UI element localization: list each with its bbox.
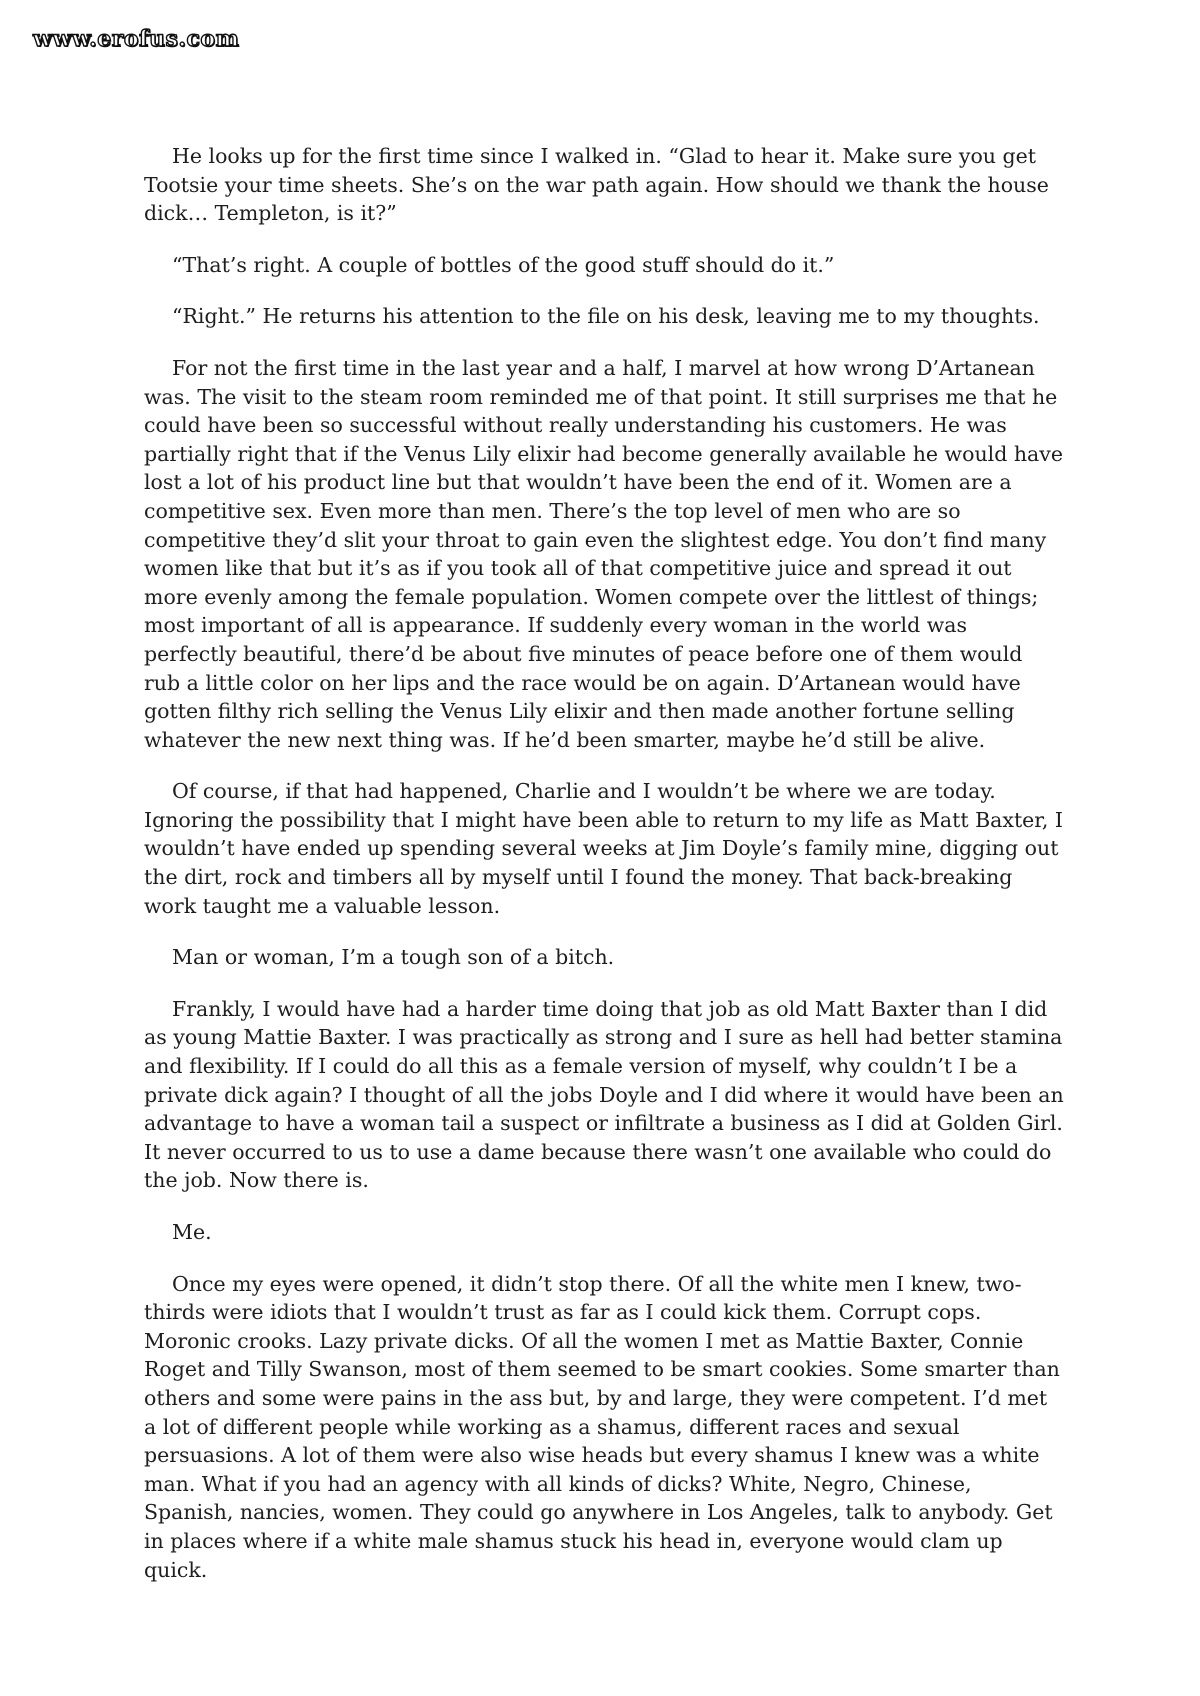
paragraph: Me.: [172, 1220, 212, 1244]
paragraph: Man or woman, I’m a tough son of a bitch.: [172, 945, 615, 970]
site-watermark: www.erofus.com: [33, 26, 240, 52]
paragraph: “That’s right. A couple of bottles of the good stuff should do it.”: [172, 252, 835, 277]
paragraph: Once my eyes were opened, it didn’t stop there. Of all the white men I knew, two-thirds were idiots that I wouldn’t trust as far as I could kick them. Corrupt cops. Moronic crooks. Lazy private dicks. Of all the women I met as Mattie Baxter, Connie Roget and Tilly Swanson, most of them seemed to be smart cookies. Some smarter than others and some were pains in the ass but, by and large, they were competent. I’d met a lot of different people while working as a shamus, different races and sexual persuasions. A lot of them were also wise heads but every shamus I knew was a white man. What if you had an agency with all kinds of dicks? White, Negro, Chinese, Spanish, nancies, women. They could go anywhere in Los Angeles, talk to anybody. Get in places where if a white male shamus stuck his head in, everyone would clam up quick.: [144, 1271, 1060, 1582]
paragraph: Of course, if that had happened, Charlie and I wouldn’t be where we are today. Ignoring the possibility that I might have been able to return to my life as Matt Baxter, I wouldn’t have ended up spending several weeks at Jim Doyle’s family mine, digging out the dirt, rock and timbers all by myself until I found the money. That back-breaking work taught me a valuable lesson.: [144, 779, 1063, 918]
page-body: [144, 142, 1064, 1607]
paragraph: For not the first time in the last year and a half, I marvel at how wrong D’Artanean was. The visit to the steam room reminded me of that point. It still surprises me that he could have been so successful without really understanding his customers. He was partially right that if the Venus Lily elixir had become generally available he would have lost a lot of his product line but that wouldn’t have been the end of it. Women are a competitive sex. Even more than men. There’s the top level of men who are so competitive they’d slit your throat to gain even the slightest edge. You don’t find many women like that but it’s as if you took all of that competitive juice and spread it out more evenly among the female population. Women compete over the littlest of things; most important of all is appearance. If suddenly every woman in the world was perfectly beautiful, there’d be about five minutes of peace before one of them would rub a little color on her lips and the race would be on again. D’Artanean would have gotten filthy rich selling the Venus Lily elixir and then made another fortune selling whatever the new next thing was. If he’d been smarter, maybe he’d still be alive.: [144, 355, 1063, 752]
paragraph: He looks up for the first time since I walked in. “Glad to hear it. Make sure you get Tootsie your time sheets. She’s on the war path again. How should we thank the house dick… Templeton, is it?”: [144, 144, 1049, 226]
paragraph: “Right.” He returns his attention to the file on his desk, leaving me to my thoughts.: [172, 304, 1040, 329]
paragraph: Frankly, I would have had a harder time doing that job as old Matt Baxter than I did as young Mattie Baxter. I was practically as strong and I sure as hell had better stamina and flexibility. If I could do all this as a female version of myself, why couldn’t I be a private dick again? I thought of all the jobs Doyle and I did where it would have been an advantage to have a woman tail a suspect or infiltrate a business as I did at Golden Girl. It never occurred to us to use a dame because there wasn’t one available who could do the job. Now there is.: [144, 996, 1064, 1193]
